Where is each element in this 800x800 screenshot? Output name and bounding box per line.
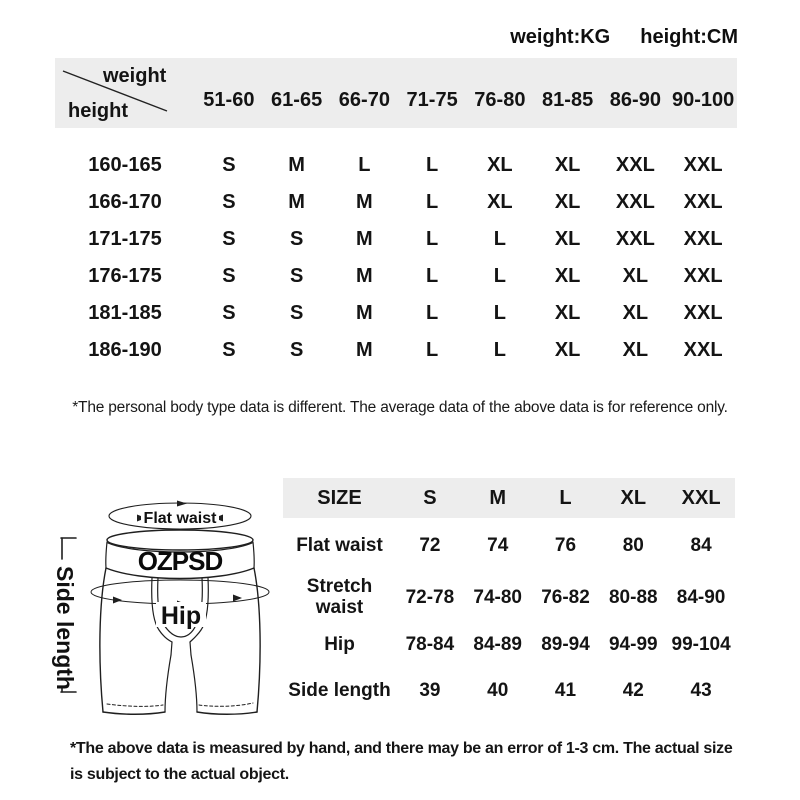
size-cell: XL	[622, 302, 649, 324]
table-row	[283, 518, 735, 574]
height-range: 176-175	[88, 265, 162, 287]
size-cell: S	[222, 154, 236, 176]
weight-unit-label: weight:KG	[510, 26, 611, 48]
weight-col-header: 61-65	[271, 88, 323, 111]
reference-note: *The personal body type data is different. The average data of the above data is for reference only.	[72, 399, 728, 416]
size-cell: M	[356, 191, 373, 213]
size-col-header: L	[559, 486, 572, 509]
size-cell: L	[426, 339, 439, 361]
size-col-header: SIZE	[317, 486, 362, 509]
height-range: 171-175	[88, 228, 162, 250]
table-row	[55, 147, 737, 184]
size-cell: XXL	[683, 302, 723, 324]
measure-value: 72	[419, 535, 441, 556]
size-cell: S	[289, 265, 304, 287]
size-cell: XXL	[683, 265, 723, 287]
size-table-body	[55, 128, 737, 369]
measure-value: 99-104	[671, 634, 731, 655]
size-cell: XXL	[683, 339, 723, 361]
size-cell: L	[426, 302, 439, 324]
size-cell: M	[356, 339, 373, 361]
measure-value: 43	[690, 680, 712, 701]
brand-logo: OZPSD	[137, 546, 223, 576]
size-col-header: XL	[620, 486, 647, 509]
size-cell: M	[288, 191, 305, 213]
size-cell: S	[222, 339, 236, 361]
size-cell: S	[222, 191, 236, 213]
measure-value: 74	[487, 535, 509, 556]
size-cell: L	[426, 265, 439, 287]
measurement-table	[283, 478, 735, 714]
size-cell: L	[493, 265, 506, 287]
size-cell: L	[358, 154, 371, 176]
size-cell: XL	[554, 302, 581, 324]
size-table-header-row	[55, 58, 737, 128]
table-row	[55, 258, 737, 295]
size-cell: XXL	[683, 154, 723, 176]
size-cell: L	[493, 228, 506, 250]
measure-value: 40	[487, 680, 509, 701]
measure-label	[283, 577, 396, 619]
size-cell: XL	[622, 265, 649, 287]
height-range: 181-185	[88, 302, 162, 324]
weight-col-header: 71-75	[406, 88, 458, 111]
weight-col-header: 86-90	[609, 88, 661, 111]
flat-waist-label: Flat waist	[143, 510, 217, 527]
measure-value: 74-80	[473, 587, 522, 608]
size-cell: XXL	[615, 154, 655, 176]
table-row	[55, 332, 737, 369]
size-cell: L	[426, 191, 439, 213]
size-cell: XL	[554, 265, 581, 287]
corner-height-label: height	[68, 100, 128, 122]
measure-label-text: Stretch waist	[306, 576, 373, 618]
weight-col-header: 76-80	[474, 88, 526, 111]
table-row	[55, 221, 737, 258]
table-row	[283, 668, 735, 714]
weight-col-header: 66-70	[338, 88, 390, 111]
measure-value: 39	[419, 680, 441, 701]
size-cell: S	[222, 265, 236, 287]
shorts-drawing	[45, 488, 295, 728]
size-cell: XXL	[683, 191, 723, 213]
measure-value: 84-89	[473, 634, 522, 655]
side-length-label: Side length	[52, 566, 78, 690]
measure-value: 84-90	[676, 587, 726, 608]
weight-col-header: 51-60	[203, 88, 255, 111]
measure-value: 89-94	[541, 634, 590, 655]
table-row	[55, 295, 737, 332]
measure-value: 42	[622, 680, 644, 701]
size-cell: M	[356, 302, 373, 324]
size-cell: XL	[554, 191, 581, 213]
size-col-header: S	[423, 486, 437, 509]
hip-label: Hip	[160, 602, 202, 630]
measure-value: 80-88	[608, 587, 658, 608]
size-cell: M	[288, 154, 305, 176]
height-range: 160-165	[88, 154, 162, 176]
measurement-note: *The above data is measured by hand, and there may be an error of 1-3 cm. The actual size is subject to the actual object.	[70, 740, 733, 784]
measurement-header-row	[283, 478, 735, 518]
height-weight-size-table	[55, 58, 737, 369]
measure-value: 41	[554, 680, 577, 701]
hip-arrow-icon	[113, 597, 122, 604]
measure-value: 76	[554, 535, 577, 556]
size-cell: XL	[554, 154, 581, 176]
measure-label: Flat waist	[296, 535, 383, 556]
table-row	[283, 574, 735, 622]
weight-col-header: 81-85	[542, 88, 594, 111]
size-cell: XL	[622, 339, 649, 361]
measure-value: 84	[690, 535, 712, 556]
size-cell: L	[493, 339, 506, 361]
size-cell: XL	[554, 228, 581, 250]
size-cell: XXL	[615, 228, 655, 250]
size-cell: XXL	[683, 228, 723, 250]
units-note	[510, 26, 738, 49]
size-cell: M	[356, 265, 373, 287]
measure-value: 94-99	[608, 634, 658, 655]
height-range: 166-170	[88, 191, 162, 213]
size-cell: XL	[487, 191, 513, 213]
size-col-header: XXL	[681, 486, 721, 509]
size-cell: L	[493, 302, 506, 324]
height-range: 186-190	[88, 339, 162, 361]
size-cell: S	[289, 339, 304, 361]
table-row	[55, 184, 737, 221]
size-col-header: M	[489, 486, 507, 509]
size-cell: XL	[487, 154, 513, 176]
measure-value: 78-84	[405, 634, 455, 655]
size-cell: M	[356, 228, 373, 250]
weight-col-header: 90-100	[671, 88, 735, 111]
size-cell: S	[289, 302, 304, 324]
size-cell: S	[222, 228, 236, 250]
size-cell: S	[289, 228, 304, 250]
corner-cell	[55, 58, 195, 128]
measure-value: 80	[622, 535, 644, 556]
measure-value: 76-82	[541, 587, 590, 608]
height-unit-label: height:CM	[640, 26, 738, 48]
size-cell: L	[426, 228, 439, 250]
waist-direction-arrow-icon	[177, 501, 187, 507]
shorts-diagram	[45, 488, 295, 728]
size-cell: XL	[554, 339, 581, 361]
measure-value: 72-78	[405, 587, 455, 608]
corner-weight-label: weight	[103, 65, 167, 87]
size-cell: L	[426, 154, 439, 176]
measure-label: Hip	[324, 634, 355, 655]
table-row	[283, 622, 735, 668]
size-cell: XXL	[615, 191, 655, 213]
measure-label: Side length	[288, 680, 391, 701]
size-cell: S	[222, 302, 236, 324]
